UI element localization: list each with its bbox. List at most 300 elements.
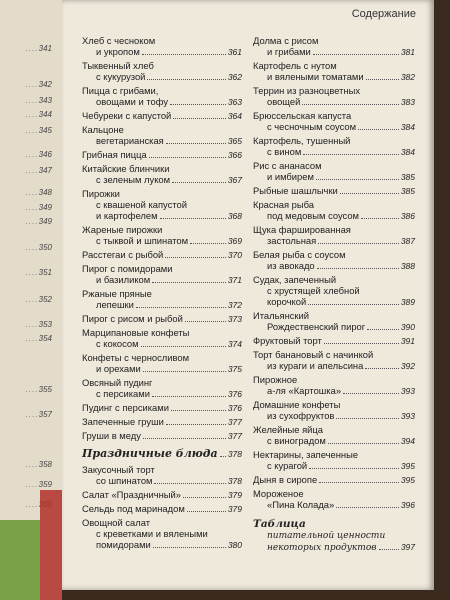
dot-leader [316,179,399,180]
toc-entry-title-line: Торт банановый с начинкой [253,349,374,360]
page-number: 377 [227,431,242,441]
toc-entry-last-line [253,474,415,486]
toc-entry-title-line: Пирог с рисом и рыбой [82,313,183,324]
toc-entry-title-line: из сухофруктов [267,410,335,421]
toc-entry[interactable] [253,135,415,158]
previous-page-number [26,320,52,329]
page-number: 395 [400,461,415,471]
toc-entry-title-line: Рождественский пирог [267,321,366,332]
dot-leader: .... [25,268,39,277]
dot-leader: .... [25,44,39,53]
dot-leader [143,438,226,439]
toc-entry[interactable] [82,327,242,350]
dot-leader [190,243,226,244]
page-number: 359 [38,480,52,489]
toc-entry[interactable] [253,224,415,247]
toc-entry-title-line: Красная рыба [253,199,314,210]
dot-leader: .... [25,243,39,252]
toc-entry[interactable] [253,199,415,222]
toc-entry-title-line: с чесночным соусом [267,121,357,132]
toc-entry-last-line [82,110,242,122]
toc-entry-last-line [82,274,242,286]
toc-entry-last-line [253,235,415,247]
toc-entry-last-line [253,71,415,83]
page-number: 369 [227,236,242,246]
page-number: 362 [227,72,242,82]
toc-entry-title-line: Картофель, тушенный [253,135,351,146]
toc-entry[interactable] [82,263,242,286]
page-number: 363 [227,97,242,107]
toc-entry-last-line [82,299,242,311]
page-number: 383 [400,97,415,107]
toc-entry-last-line [253,171,415,183]
dot-leader: .... [25,150,39,159]
toc-entry-title-line: Ржаные пряные [82,288,152,299]
toc-entry-title-line: Грибная пицца [82,149,147,160]
toc-entry-last-line [82,539,242,551]
toc-entry-last-line [82,489,242,501]
page-edge-red [40,490,62,600]
page-number: 371 [227,275,242,285]
toc-entry-last-line [253,385,415,397]
toc-entry-last-line [82,475,242,487]
page-number: 376 [227,403,242,413]
toc-entry-title-line: вегетарианская [96,135,164,146]
dot-leader [328,443,399,444]
toc-entry-title-line: с вином [267,146,302,157]
toc-entry[interactable] [253,160,415,183]
page-number: 379 [227,504,242,514]
table-entry-last-line [253,542,415,554]
dot-leader [302,104,398,105]
dot-leader [324,343,399,344]
toc-entry-title-line: Дыня в сиропе [253,474,318,485]
dot-leader [160,218,226,219]
toc-entry-title-line: Картофель с нутом [253,60,337,71]
toc-entry-title-line: с квашеной капустой [96,199,187,210]
toc-entry-title-line: и орехами [96,363,141,374]
previous-page-number [26,188,52,197]
toc-entry-last-line [253,296,415,308]
dot-leader: .... [25,166,39,175]
toc-entry-last-line [253,360,415,372]
toc-entry-last-line [82,249,242,261]
toc-entry-title-line: и базиликом [96,274,151,285]
toc-entry-last-line [82,235,242,247]
toc-entry-title-line: Пудинг с персиками [82,402,169,413]
page-number: 345 [38,126,52,135]
contents-column-left [82,35,242,553]
dot-leader: .... [25,334,39,343]
toc-entry-title-line: застольная [267,235,317,246]
toc-entry-last-line [82,210,242,222]
dot-leader: .... [25,385,39,394]
toc-entry-last-line [82,363,242,375]
toc-entry-title-line: «Пина Колада» [267,499,335,510]
page-number: 343 [38,96,52,105]
page-number: 393 [400,386,415,396]
page-number: 352 [38,295,52,304]
toc-entry[interactable] [82,288,242,311]
toc-entry[interactable] [82,224,242,247]
page-number: 377 [227,417,242,427]
toc-entry-title-line: под медовым соусом [267,210,360,221]
dot-leader [343,393,399,394]
dot-leader [185,321,226,322]
toc-entry-title-line: Рыбные шашлычки [253,185,338,196]
toc-entry[interactable] [253,488,415,511]
toc-entry[interactable] [82,464,242,487]
toc-entry-title-line: Желейные яйца [253,424,323,435]
toc-entry-title-line: Овощной салат [82,517,151,528]
toc-entry[interactable] [82,60,242,83]
toc-entry-last-line [253,435,415,447]
dot-leader: .... [25,110,39,119]
previous-page-number [26,268,52,277]
toc-entry-title-line: и картофелем [96,210,158,221]
toc-entry-last-line [82,313,242,325]
previous-page-number [26,166,52,175]
page-number: 350 [38,243,52,252]
toc-entry-title-line: Брюссельская капуста [253,110,352,121]
page-number: 382 [400,72,415,82]
toc-entry[interactable] [82,163,242,186]
toc-entry[interactable] [253,335,415,347]
page-number: 346 [38,150,52,159]
toc-entry[interactable] [253,449,415,472]
contents-column-right [253,35,415,554]
toc-entry-last-line [82,388,242,400]
toc-entry-title-line: с кукурузой [96,71,146,82]
page-number: 384 [400,147,415,157]
dot-leader: .... [25,188,39,197]
page-number: 390 [400,322,415,332]
toc-entry-last-line [82,430,242,442]
toc-entry-title-line: Пирожки [82,188,120,199]
page-number: 349 [38,203,52,212]
dot-leader [142,54,226,55]
toc-entry-title-line: Террин из разноцветных [253,85,361,96]
toc-entry-last-line [253,260,415,272]
toc-entry-last-line [82,174,242,186]
dot-leader: .... [25,480,39,489]
dot-leader [340,193,399,194]
toc-entry-title-line: с хрустящей хлебной [267,285,360,296]
page-number: 358 [38,460,52,469]
toc-entry-title-line: корочкой [267,296,307,307]
page-number: 380 [227,540,242,550]
dot-leader [319,482,399,483]
previous-page-number [26,110,52,119]
toc-entry-last-line [82,135,242,147]
toc-entry-title-line: Хлеб с чесноком [82,35,156,46]
toc-entry-last-line [82,503,242,515]
page-number: 348 [38,188,52,197]
dot-leader [149,157,226,158]
page-number: 364 [227,111,242,121]
dot-leader: .... [25,126,39,135]
toc-entry[interactable] [82,35,242,58]
toc-entry-last-line [82,71,242,83]
dot-leader [170,104,226,105]
dot-leader [318,243,399,244]
toc-entry[interactable] [82,489,242,501]
dot-leader [166,143,226,144]
previous-page-number [26,203,52,212]
page-number: 397 [400,542,415,552]
dot-leader: .... [25,96,39,105]
toc-entry-title-line: Овсяный пудинг [82,377,153,388]
page-number: 392 [400,361,415,371]
page-number: 368 [227,211,242,221]
toc-entry-title-line: Пицца с грибами, [82,85,159,96]
page-number: 355 [38,385,52,394]
toc-entry[interactable] [82,249,242,261]
page-number: 347 [38,166,52,175]
dot-leader: .... [25,410,39,419]
toc-entry[interactable] [253,474,415,486]
toc-entry[interactable] [82,85,242,108]
dot-leader [358,129,399,130]
toc-entry-title-line: Чебуреки с капустой [82,110,172,121]
toc-entry[interactable] [253,60,415,83]
table-entry[interactable] [253,519,415,554]
page-number: 381 [400,47,415,57]
page-number: 395 [400,475,415,485]
dot-leader [367,329,399,330]
page-number: 344 [38,110,52,119]
toc-entry-title-line: Салат «Праздничный» [82,489,181,500]
toc-entry-title-line: с курагой [267,460,308,471]
toc-entry[interactable] [82,430,242,442]
dot-leader [361,218,399,219]
page-number: 351 [38,268,52,277]
section-heading[interactable] [82,448,242,460]
page-number: 379 [227,490,242,500]
previous-page-number [26,44,52,53]
page-number: 354 [38,334,52,343]
page-number: 372 [227,300,242,310]
toc-entry-last-line [253,335,415,347]
page-number: 374 [227,339,242,349]
page-number: 367 [227,175,242,185]
dot-leader [166,424,226,425]
table-entry-title: Таблица [253,518,306,530]
page-edge-green [0,520,40,600]
toc-entry-title-line: с креветками и вялеными [96,528,208,539]
toc-entry-title-line: Судак, запеченный [253,274,337,285]
page-number: 396 [400,500,415,510]
previous-page-number [26,217,52,226]
toc-entry-title-line: Марципановые конфеты [82,327,190,338]
toc-entry[interactable] [82,517,242,551]
toc-entry-last-line [253,410,415,422]
page-number: 378 [227,449,242,459]
dot-leader: .... [25,320,39,329]
previous-page-number [26,126,52,135]
toc-entry-title-line: из кураги и апельсина [267,360,364,371]
dot-leader [171,410,226,411]
toc-entry-title-line: Сельдь под маринадом [82,503,185,514]
page-number: 349 [38,217,52,226]
toc-entry-title-line: овощами и тофу [96,96,169,107]
toc-entry-title-line: и грибами [267,46,311,57]
toc-entry-title-line: с кокосом [96,338,139,349]
toc-entry-last-line [253,121,415,133]
toc-entry-title-line: а-ля «Картошка» [267,385,342,396]
toc-entry-last-line [82,338,242,350]
dot-leader: .... [25,460,39,469]
toc-entry-title-line: Рис с ананасом [253,160,322,171]
page-number: 389 [400,297,415,307]
toc-entry-title-line: Запеченные груши [82,416,164,427]
previous-page-number [26,480,52,489]
toc-entry-title-line: из авокадо [267,260,315,271]
dot-leader [143,371,226,372]
toc-entry-last-line [82,149,242,161]
toc-entry-title-line: Расстегаи с рыбой [82,249,164,260]
toc-entry-title-line: Нектарины, запеченные [253,449,359,460]
toc-entry[interactable] [253,110,415,133]
toc-entry[interactable] [82,313,242,325]
page-number: 357 [38,410,52,419]
toc-entry-title-line: с виноградом [267,435,326,446]
previous-page-number [26,80,52,89]
toc-entry-title-line: Закусочный торт [82,464,155,475]
dot-leader [165,257,226,258]
toc-entry-title-line: Пирог с помидорами [82,263,173,274]
previous-page-edge [0,0,62,600]
previous-page-number [26,96,52,105]
dot-leader [303,154,398,155]
dot-leader [379,549,399,550]
toc-entry-title-line: лепешки [96,299,134,310]
page-number: 341 [38,44,52,53]
page-number: 361 [227,47,242,57]
page-number: 394 [400,436,415,446]
toc-entry-last-line [82,416,242,428]
toc-entry-title-line: и вялеными томатами [267,71,364,82]
toc-entry-title-line: Фруктовый торт [253,335,322,346]
toc-entry-last-line [253,96,415,108]
toc-entry[interactable] [253,374,415,397]
dot-leader [152,282,226,283]
dot-leader [336,418,398,419]
toc-entry[interactable] [82,416,242,428]
dot-leader [313,54,399,55]
toc-entry[interactable] [253,310,415,333]
page-number: 378 [227,476,242,486]
page-number: 373 [227,314,242,324]
toc-entry[interactable] [253,85,415,108]
dot-leader: .... [25,203,39,212]
dot-leader [336,507,399,508]
toc-entry-title-line: со шпинатом [96,475,153,486]
dot-leader [309,468,399,469]
previous-page-number [26,243,52,252]
toc-entry-title-line: помидорами [96,539,151,550]
page-number: 366 [227,150,242,160]
toc-entry-title-line: Груши в меду [82,430,141,441]
toc-entry-title-line: Конфеты с черносливом [82,352,190,363]
toc-entry[interactable] [82,124,242,147]
dot-leader: .... [25,295,39,304]
toc-entry-title-line: Тыквенный хлеб [82,60,154,71]
table-entry-line: питательной ценности [267,531,386,541]
toc-entry-last-line [253,321,415,333]
toc-entry-title-line: Жареные пирожки [82,224,163,235]
toc-entry-title-line: с тыквой и шпинатом [96,235,189,246]
page-number: 393 [400,411,415,421]
page-number: 385 [400,172,415,182]
page-number: 376 [227,389,242,399]
dot-leader [154,483,225,484]
previous-page-number [26,150,52,159]
dot-leader [173,118,226,119]
toc-entry[interactable] [82,503,242,515]
dot-leader [136,307,226,308]
toc-entry[interactable] [253,424,415,447]
toc-entry-title-line: Белая рыба с соусом [253,249,346,260]
page-number: 386 [400,211,415,221]
toc-entry-title-line: и укропом [96,46,140,57]
toc-entry[interactable] [253,274,415,308]
dot-leader [366,79,399,80]
page-number: 391 [400,336,415,346]
dot-leader [153,547,226,548]
dot-leader [365,368,398,369]
dot-leader [187,511,226,512]
toc-entry-title-line: с персиками [96,388,150,399]
previous-page-number [26,334,52,343]
dot-leader [220,456,226,457]
toc-entry[interactable] [253,35,415,58]
toc-entry[interactable] [82,352,242,375]
toc-entry[interactable] [82,188,242,222]
page-number: 384 [400,122,415,132]
toc-entry[interactable] [253,249,415,272]
toc-entry[interactable] [82,402,242,414]
toc-entry[interactable] [82,377,242,400]
toc-entry-title-line: овощей [267,96,301,107]
toc-entry[interactable] [253,185,415,197]
dot-leader: .... [25,217,39,226]
toc-entry-last-line [253,460,415,472]
toc-entry-last-line [253,210,415,222]
page-number: 388 [400,261,415,271]
dot-leader [308,304,399,305]
toc-entry[interactable] [82,110,242,122]
dot-leader: .... [25,80,39,89]
toc-entry-title-line: Долма с рисом [253,35,319,46]
toc-entry-last-line [82,46,242,58]
dot-leader [183,497,226,498]
table-entry-line: некоторых продуктов [267,543,377,553]
toc-entry-last-line [253,185,415,197]
page-header: Содержание [351,8,416,20]
toc-entry[interactable] [253,349,415,372]
toc-entry-title-line: Пирожное [253,374,298,385]
dot-leader [147,79,225,80]
dot-leader [152,396,226,397]
toc-entry-title-line: Итальянский [253,310,310,321]
toc-entry-title-line: Кальцоне [82,124,124,135]
toc-entry[interactable] [253,399,415,422]
section-title: Праздничные блюда [82,447,218,460]
toc-entry[interactable] [82,149,242,161]
previous-page-number [26,410,52,419]
page-number: 385 [400,186,415,196]
